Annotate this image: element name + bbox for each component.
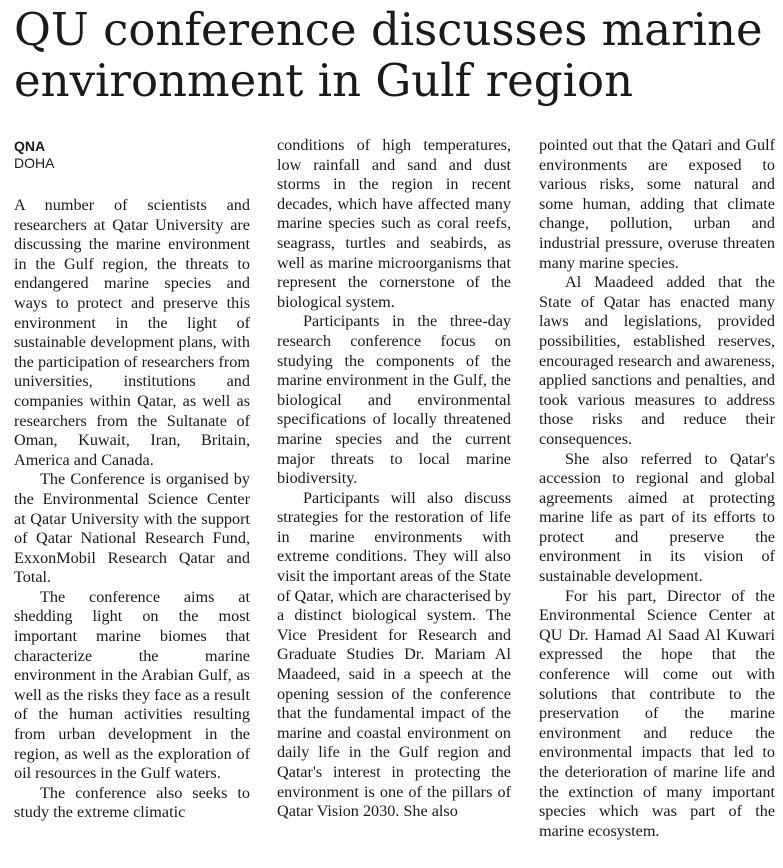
headline: QU conference discusses marine environment in Gulf region [14, 3, 763, 107]
paragraph: Participants will also discuss strategies for the restoration of life in marine environments with extreme conditions. They will also visit the important areas of the State of Qatar, which are characterised by a distinct biological system. The Vice President for Research and Graduate Studies Dr. Mariam Al Maadeed, said in a speech at the opening session of the conference that the fundamental impact of the marine and coastal environment on daily life in the Gulf region and Qatar's interest in protecting the environment is one of the pillars of Qatar Vision 2030. She also [277, 488, 511, 821]
paragraph: For his part, Director of the Environmental Science Center at QU Dr. Hamad Al Saad Al Kuwari expressed the hope that the conference will come out with solutions that contribute to the preservation of the marine environment and reduce the environmental impacts that led to the deterioration of marine life and the extinction of many important species which was part of the marine ecosystem. [539, 586, 775, 840]
paragraph: Al Maadeed added that the State of Qatar has enacted many laws and legislations, provided possibilities, established reserves, encouraged research and awareness, applied sanctions and penalties, and took various measures to address those risks and reduce their consequences. [539, 273, 775, 448]
paragraph: The Conference is organised by the Environmental Science Center at Qatar University with the support of Qatar National Research Fund, ExxonMobil Research Qatar and Total. [14, 470, 250, 587]
paragraph: Participants in the three-day research conference focus on studying the components of the marine environment in the Gulf, the biological and environmental specifications of locally threatened marine species and the current major threats to local marine biodiversity. [277, 312, 511, 488]
paragraph: A number of scientists and researchers at Qatar University are discussing the marine environment in the Gulf region, the threats to endangered marine species and ways to protect and preserve this environment in the light of sustainable development plans, with the participation of researchers from universities, institutions and companies within Qatar, as well as researchers from the Sultanate of Oman, Kuwait, Iran, Britain, America and Canada. [14, 196, 250, 469]
article-column-1 [14, 196, 250, 823]
dateline: DOHA [14, 155, 55, 171]
paragraph: The conference aims at shedding light on the most important marine biomes that characterize the marine environment in the Arabian Gulf, as well as the risks they face as a result of the human activities resulting from urban development in the region, as well as the exploration of oil resources in the Gulf waters. [14, 587, 250, 783]
byline [14, 138, 54, 172]
article-column-2 [277, 136, 511, 822]
article-column-3 [539, 136, 775, 841]
paragraph: pointed out that the Qatari and Gulf environments are exposed to various risks, some natural and some human, adding that climate change, pollution, urban and industrial pressure, overuse threaten many marine species. [539, 136, 775, 272]
paragraph: The conference also seeks to study the extreme climatic [14, 783, 250, 822]
paragraph: conditions of high temperatures, low rainfall and sand and dust storms in the region in recent decades, which have affected many marine species such as coral reefs, seagrass, turtles and seabirds, as well as marine microorganisms that represent the cornerstone of the biological system. [277, 136, 511, 311]
news-agency: QNA [14, 138, 46, 154]
paragraph: She also referred to Qatar's accession to regional and global agreements aimed at protecting marine life as part of its efforts to protect and preserve the environment in its vision of sustainable development. [539, 449, 775, 586]
